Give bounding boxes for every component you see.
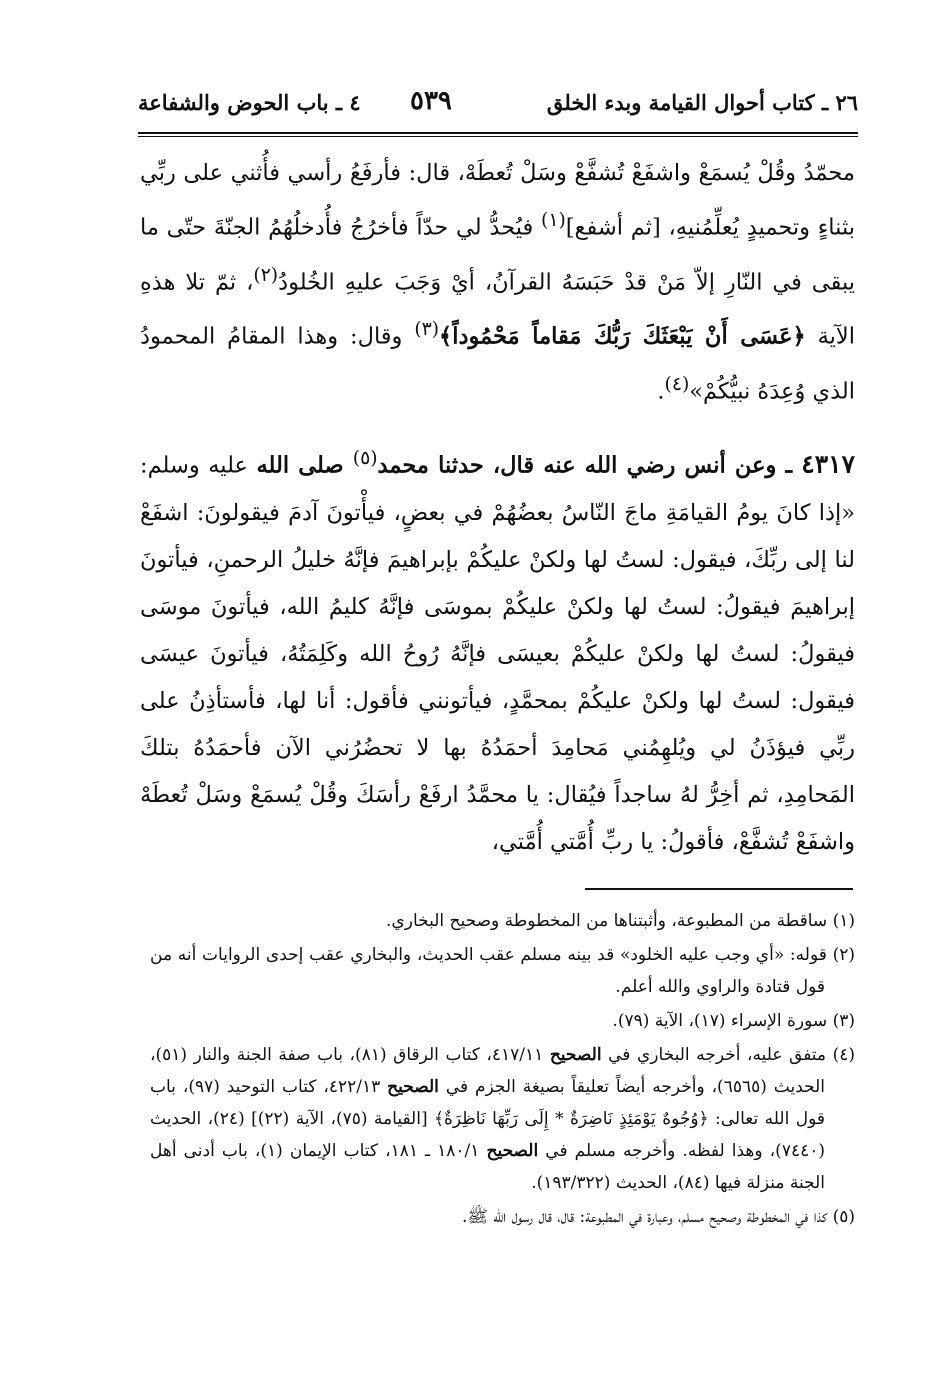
text-segment: وقال: وهذا المقامُ المحمودُ الذي وُعِدَهُ نبيُّكُمْ» (140, 323, 855, 404)
text-segment: محمّدُ وقُلْ يُسمَعْ واشفَعْ تُشفَّعْ وسَلْ تُعطَهْ، قال: فأرفَعُ رأسي فأُثني على ربِّي بثناءٍ وتحميدٍ يُعلِّمُنيهِ، [ثم أشفع] (140, 160, 855, 241)
hadith-number: ٤٣١٧ (801, 449, 855, 479)
page-number: ٥٣٩ (410, 86, 452, 116)
hadith-paragraph (140, 435, 855, 866)
footnote-text: ٤١٧/١١، كتاب الرقاق (٨١)، باب صفة الجنة والنار (٥١)، الحديث (٦٥٦٥)، وأخرجه أيضاً تعليقاً بصيغة الجزم في (150, 1045, 826, 1097)
book-title: الصحيح (387, 1077, 439, 1097)
text-segment: فيُحدُّ لي حدّاً فأخرُجُ فأُدخلُهُمُ الجنّةَ حتّى ما يبقى في النّارِ إلاّ مَنْ قدْ حَبَسَهُ القرآنُ، أيْ وَجَبَ عليهِ الخُلودُ (140, 214, 855, 295)
footnote-text: ٤٢٢/١٣، كتاب التوحيد (٩٧)، باب قول الله تعالى: ﴿وُجُوهٌ يَوْمَئِذٍ نَاضِرَةٌ * إِلَى رَبِّهَا نَاظِرَةٌ﴾ [القيامة (٧٥)، الآية (٢٢)] (٢٤)، الحديث (٧٤٤٠)، وهذا لفظه. وأخرجه مسلم في (150, 1077, 825, 1161)
hadith-text: عليه وسلم: «إذا كانَ يومُ القيامَةِ ماجَ النّاسُ بعضُهُمْ في بعضٍ، فيأْتونَ آدمَ فيقولونَ: اشفَعْ لنا إلى ربِّكَ، فيقول: لستُ لها ولكنْ عليكُمْ بإبراهيمَ فإنَّهُ خليلُ الرحمنِ، فيأتونَ إبراهيمَ فيقولُ: لستُ لها ولكنْ عليكُمْ بموسَى فإنَّهُ كليمُ الله، فيأتونَ موسَى فيقولُ: لستُ لها ولكنْ عليكُمْ بعيسَى فإنَّهُ رُوحُ الله وكَلِمَتُهُ، فيأتونَ عيسَى فيقول: لستُ لها ولكنْ عليكُمْ بمحمَّدٍ، فيأتونني فأقول: أنا لها، فأستأذِنُ على ربِّي فيؤذَنُ لي ويُلهِمُني مَحامِدَ أحمَدُهُ بها لا تحضُرُني الآن فأحمَدُهُ بتلكَ المَحامِدِ، ثم أخِرُّ لهُ ساجداً فيُقال: يا محمَّدُ ارفَعْ رأسَكَ وقُلْ يُسمَعْ وسَلْ تُعطَهْ واشفَعْ تُشفَّعْ، فأقولُ: يا ربِّ أُمَّتي أُمَّتي، (140, 452, 855, 855)
quran-verse: ﴿عَسَى أَنْ يَبْعَثَكَ رَبُّكَ مَقاماً مَحْمُوداً﴾ (439, 323, 806, 350)
text-segment: . (657, 378, 665, 404)
running-header (138, 80, 858, 136)
text-segment: ، ثمّ تلا هذهِ الآية (140, 269, 855, 350)
footnote-3: (٣) سورة الإسراء (١٧)، الآية (٧٩). (612, 1011, 855, 1031)
footnote-1: (١) ساقطة من المطبوعة، وأثبتناها من المخطوطة وصحيح البخاري. (386, 911, 855, 931)
hadith-chain-end: صلى الله (256, 452, 353, 479)
footnote-ref-5: (٥) (352, 448, 378, 469)
book-title: الصحيح (549, 1045, 602, 1065)
footnote-ref-3: (٣) (414, 319, 440, 340)
footnote-rule (585, 888, 853, 890)
main-text (140, 150, 855, 866)
section-title: ٤ ـ باب الحوض والشفاعة (138, 90, 361, 115)
hadith-chain: ـ وعن أنس رضي الله عنه قال، حدثنا محمد (377, 452, 802, 479)
footnote-ref-1: (١) (541, 210, 566, 231)
footnote-ref-2: (٢) (253, 264, 279, 286)
chapter-title: ٢٦ ـ كتاب أحوال القيامة وبدء الخلق (546, 90, 858, 115)
footnote-5: (٥) كذا في المخطوطة وصحيح مسلم، وعبارة في المطبوعة: قال، قال رسول الله ﷺ. (462, 1207, 855, 1227)
footnote-text: ١٨٠/١ ـ ١٨١، كتاب الإيمان (١)، باب أدنى أهل الجنة منزلة فيها (٨٤)، الحديث (١٩٣/٣٢٢). (150, 1141, 825, 1193)
footnote-2: (٢) قوله: «أي وجب عليه الخلود» قد بينه مسلم عقب الحديث، والبخاري عقب إحدى الروايات أنه من قول قتادة والراوي والله أعلم. (150, 945, 855, 997)
footnote-ref-4: (٤) (664, 373, 690, 395)
footnotes (150, 905, 855, 1235)
book-title: الصحيح (486, 1141, 539, 1161)
header-rule (138, 132, 858, 137)
footnote-text: (٤) متفق عليه، أخرجه البخاري في (601, 1045, 855, 1065)
footnote-4 (150, 1039, 855, 1199)
continuation-paragraph (140, 150, 855, 415)
